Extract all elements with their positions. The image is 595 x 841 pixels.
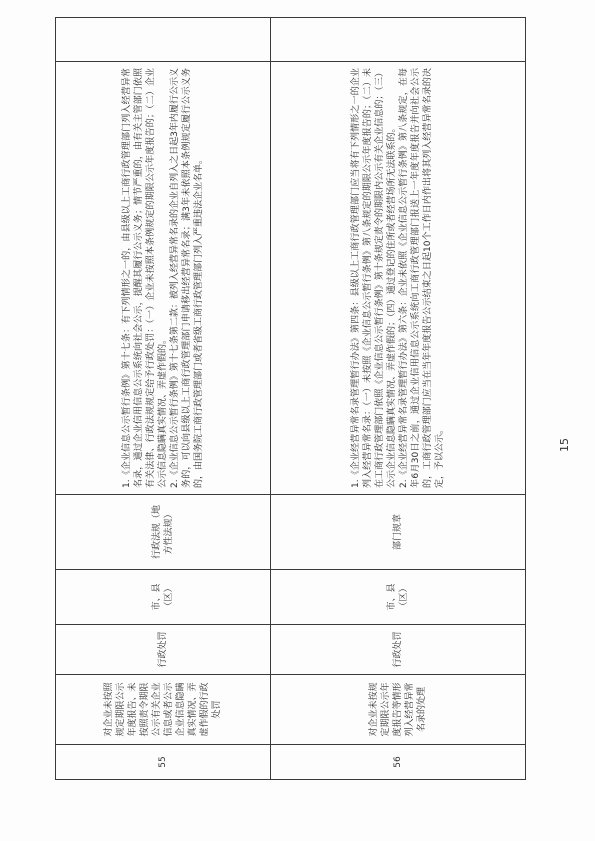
table-row <box>56 18 271 780</box>
clause-paragraph: 1.《企业经营异常名录管理暂行办法》第四条：县级以上工商行政管理部门应当将有下列情形之一的企业列入经营异常名录：（一）未按照《企业信息公示暂行条例》第八条规定的期限公示年度报告的；（二）未在工商行政管理部门依照《企业信息公示暂行条例》第十条规定责令的期限内公示有关企业信息的；（三）公示企业信息隐瞒真实情况、弄虚作假的；（四）通过登记的住所或者经营场所无法联系的。 <box>351 68 397 488</box>
remarks-cell <box>56 18 271 62</box>
remarks-cell <box>271 18 526 62</box>
enforcement-level-cell: 市、县（区） <box>271 570 526 625</box>
penalty-list-table <box>55 17 526 780</box>
enforcement-level-cell: 市、县（区） <box>56 570 271 625</box>
sequence-number-cell: 55 <box>56 745 271 780</box>
sequence-number-cell: 56 <box>271 745 526 780</box>
basis-type-cell: 部门规章 <box>271 495 526 570</box>
table-row <box>271 18 526 780</box>
rotated-table-container <box>55 18 525 780</box>
basis-type-cell: 行政法规（地方性法规） <box>56 495 271 570</box>
item-type-cell: 行政处罚 <box>56 625 271 675</box>
clause-paragraph: 2.《企业信息公示暂行条例》第十七条第二款：被列入经营异常名录的企业自列入之日起3年内履行公示义务的，可以向县级以上工商行政管理部门申请移出经营异常名录；满3年未依照本条例规定履行公示义务的，由国务院工商行政管理部门或者省级工商行政管理部门列入严重违法企业名单。 <box>170 68 204 488</box>
clause-paragraph: 1.《企业信息公示暂行条例》第十七条：有下列情形之一的，由县级以上工商行政管理部门列入经营异常名录，通过企业信用信息公示系统向社会公示，提醒其履行公示义务；情节严重的，由有关主管部门依照有关法律、行政法规规定给予行政处罚：（一）企业未按照本条例规定的期限公示年度报告的；（二）企业公示信息隐瞒真实情况、弄虚作假的。 <box>122 68 168 488</box>
legal-basis-cell <box>271 62 526 495</box>
clause-paragraph: 2.《企业经营异常名录管理暂行办法》第六条：企业未依照《企业信息公示暂行条例》第八条规定，在每年6月30日之前，通过企业信用信息公示系统向工商行政管理部门报送上一年度年度报告并向社会公示的，工商行政管理部门应当在当年年度报告公示结束之日起10个工作日内作出将其列入经营异常名录的决定，予以公示。 <box>399 68 445 488</box>
item-name-cell: 对企业未按规定期限公示年度报告等情形列入经营异常名录的处理 <box>271 675 526 745</box>
item-type-cell: 行政处罚 <box>271 625 526 675</box>
page-number: 15 <box>558 438 571 452</box>
item-name-cell: 对企业未按照规定期限公示年度报告、未按照责令期限公示有关企业信息或者公示企业信息隐瞒真实情况、弄虚作假的行政处罚 <box>56 675 271 745</box>
legal-basis-cell <box>56 62 271 495</box>
